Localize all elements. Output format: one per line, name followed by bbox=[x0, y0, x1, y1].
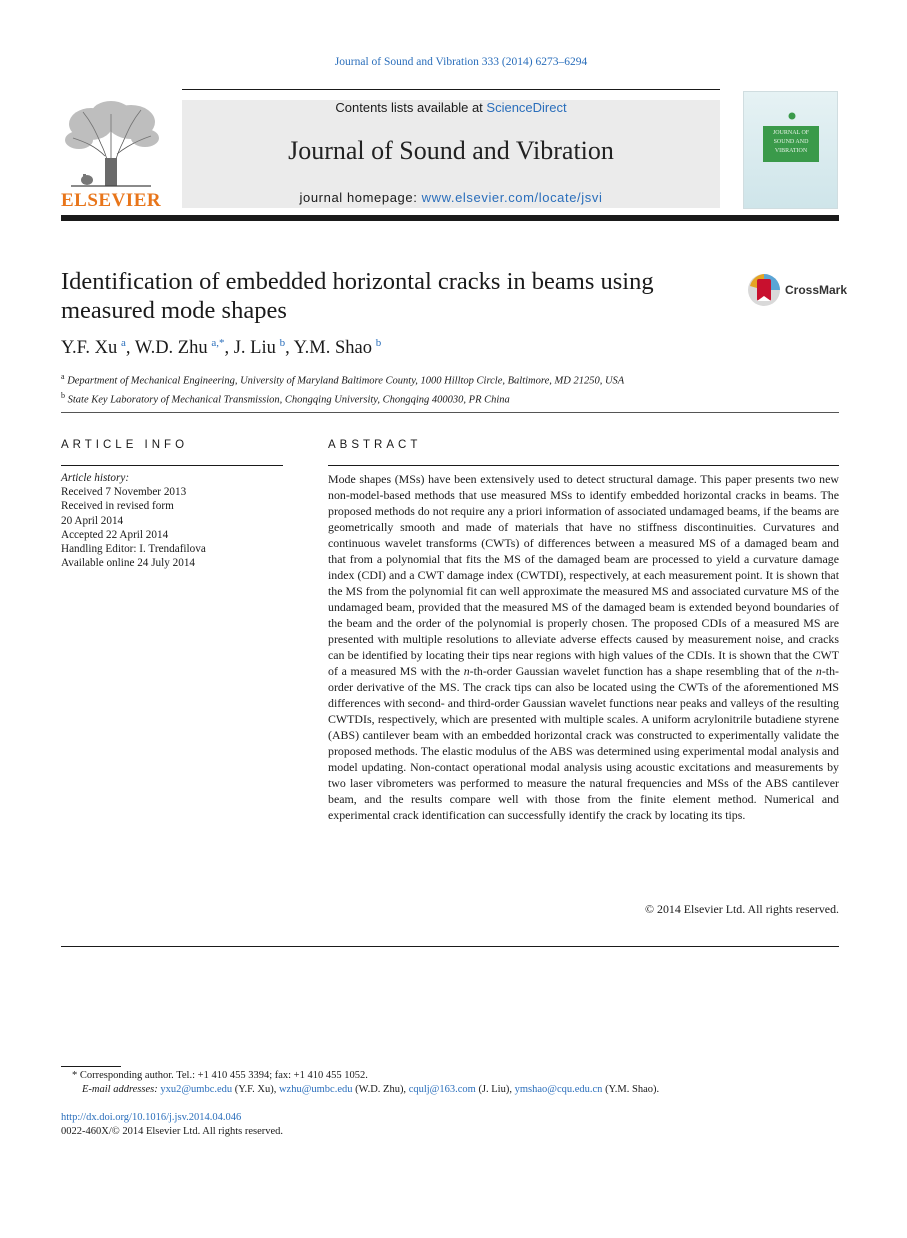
corresponding-author-note: * Corresponding author. Tel.: +1 410 455 3394; fax: +1 410 455 1052. bbox=[72, 1070, 368, 1081]
masthead-top-rule bbox=[182, 89, 720, 90]
journal-cover-thumbnail bbox=[743, 91, 838, 209]
email-link[interactable]: ymshao@cqu.edu.cn bbox=[514, 1084, 603, 1095]
author-name: J. Liu bbox=[233, 338, 276, 359]
sciencedirect-link[interactable]: ScienceDirect bbox=[486, 100, 567, 115]
article-history bbox=[61, 471, 206, 570]
elsevier-wordmark: ELSEVIER bbox=[61, 190, 162, 211]
author-list: Y.F. Xu $^a$, W.D. Zhu $^{a,*}$, J. Liu $^b$, Y.M. Shao $^b$ bbox=[61, 337, 382, 359]
article-title: Identification of embedded horizontal cracks in beams using measured mode shapes bbox=[61, 268, 654, 324]
footnote-rule bbox=[61, 1066, 121, 1067]
crossmark-button[interactable] bbox=[747, 272, 848, 308]
affiliation-link[interactable]: b bbox=[279, 337, 286, 349]
header-thick-rule bbox=[61, 215, 839, 221]
article-info-rule bbox=[61, 465, 283, 466]
abstract-bottom-rule bbox=[61, 946, 839, 947]
contents-available-line: Contents lists available at ScienceDirect bbox=[335, 100, 567, 115]
abstract-copyright: © 2014 Elsevier Ltd. All rights reserved. bbox=[645, 902, 839, 916]
history-item: Received in revised form bbox=[61, 500, 174, 513]
history-item: Accepted 22 April 2014 bbox=[61, 528, 169, 541]
affiliation-rule bbox=[61, 412, 839, 413]
email-link[interactable]: cqulj@163.com bbox=[408, 1084, 476, 1095]
affiliation-link[interactable]: a bbox=[121, 337, 126, 349]
abstract-rule bbox=[328, 465, 839, 466]
history-item: Received 7 November 2013 bbox=[61, 486, 187, 499]
history-item: Handling Editor: I. Trendafilova bbox=[61, 543, 206, 556]
history-label: Article history: bbox=[61, 472, 130, 484]
cover-emblem-icon bbox=[788, 112, 796, 120]
journal-homepage-line: journal homepage: www.elsevier.com/locate/jsvi bbox=[299, 190, 603, 205]
affiliation-link[interactable]: a,* bbox=[211, 337, 225, 349]
doi-link[interactable]: http://dx.doi.org/10.1016/j.jsv.2014.04.046 bbox=[61, 1112, 242, 1123]
affiliation-a: $^a$ Department of Mechanical Engineering, University of Maryland Baltimore County, 1000 Hilltop Circle, Baltimore, MD 21250, USA bbox=[61, 372, 625, 387]
email-addresses: E-mail addresses: yxu2@umbc.edu (Y.F. Xu), wzhu@umbc.edu (W.D. Zhu), cqulj@163.com (J. Liu), ymshao@cqu.edu.cn (Y.M. Shao). bbox=[82, 1084, 660, 1095]
affiliations bbox=[61, 370, 624, 408]
homepage-link[interactable]: www.elsevier.com/locate/jsvi bbox=[421, 190, 603, 205]
email-link[interactable]: yxu2@umbc.edu bbox=[160, 1084, 233, 1095]
author-name: Y.F. Xu bbox=[61, 338, 118, 359]
history-item: 20 April 2014 bbox=[61, 514, 124, 527]
email-link[interactable]: wzhu@umbc.edu bbox=[278, 1084, 353, 1095]
journal-citation-link[interactable]: Journal of Sound and Vibration 333 (2014) 6273–6294 bbox=[334, 56, 588, 68]
journal-masthead bbox=[182, 100, 720, 208]
abstract-heading: ABSTRACT bbox=[328, 439, 422, 451]
affiliation-b: $^b$ State Key Laboratory of Mechanical Transmission, Chongqing University, Chongqing 400030, PR China bbox=[61, 391, 510, 406]
crossmark-label: CrossMark bbox=[785, 283, 848, 297]
article-info-heading: ARTICLE INFO bbox=[61, 439, 189, 451]
affiliation-link[interactable]: b bbox=[375, 337, 382, 349]
author-name: W.D. Zhu bbox=[134, 338, 208, 359]
author-name: Y.M. Shao bbox=[293, 338, 372, 359]
history-item: Available online 24 July 2014 bbox=[61, 557, 196, 570]
crossmark-icon bbox=[747, 272, 783, 308]
journal-name: Journal of Sound and Vibration bbox=[288, 136, 614, 165]
abstract-body: Mode shapes (MSs) have been extensively used to detect structural damage. This paper presents two new non-model-based methods that use measured MSs to identify embedded horizontal cracks in beams. The proposed methods do not require any a priori information of associated undamaged beams, if the beams are geometrically smooth and made of materials that have no stiffness discontinuities. Curvatures and continuous wavelet transforms (CWTs) of differences between a measured MS of a damaged beam and that from a polynomial that fits the MS of the damaged beam are processed to yield a curvature damage index (CDI) and a CWT damage index (CWTDI), respectively, at each measurement point. It is shown that the MS from the polynomial fit can well approximate the measured MS and associated curvature MS of the undamaged beam, provided that the measured MS of the damaged beam is extended beyond boundaries of the beam and the order of the polynomial is properly chosen. The proposed CDIs of a measured MS are presented with multiple resolutions to alleviate adverse effects caused by measurement noise, and cracks can be identified by locating their tips near regions with high values of the CDIs. It is shown that the CWT of a measured MS with the n-th-order Gaussian wavelet function has a shape resembling that of the n-th-order derivative of the MS. The crack tips can also be located using the CWTs of the aforementioned MS differences with second- and third-order Gaussian wavelet functions near peaks and valleys of the resulting CWTDIs, respectively, which are presented with multiple scales. A uniform acrylonitrile butadiene styrene (ABS) cantilever beam with an embedded horizontal crack was constructed to experimentally validate the proposed methods. The elastic modulus of the ABS was determined using experimental modal analysis and model updating. Non-contact operational modal analysis using acoustic excitations and measurements by two laser vibrometers was performed to measure the natural frequencies and MSs of the ABS cantilever beam, and the results compare well with those from the finite element method. Numerical and experimental crack identification can successfully identify the crack by locating its tips. bbox=[328, 472, 839, 822]
cover-title-box: JOURNAL OF SOUND AND VIBRATION bbox=[763, 126, 819, 162]
issn-copyright: 0022-460X/© 2014 Elsevier Ltd. All rights reserved. bbox=[61, 1126, 284, 1137]
